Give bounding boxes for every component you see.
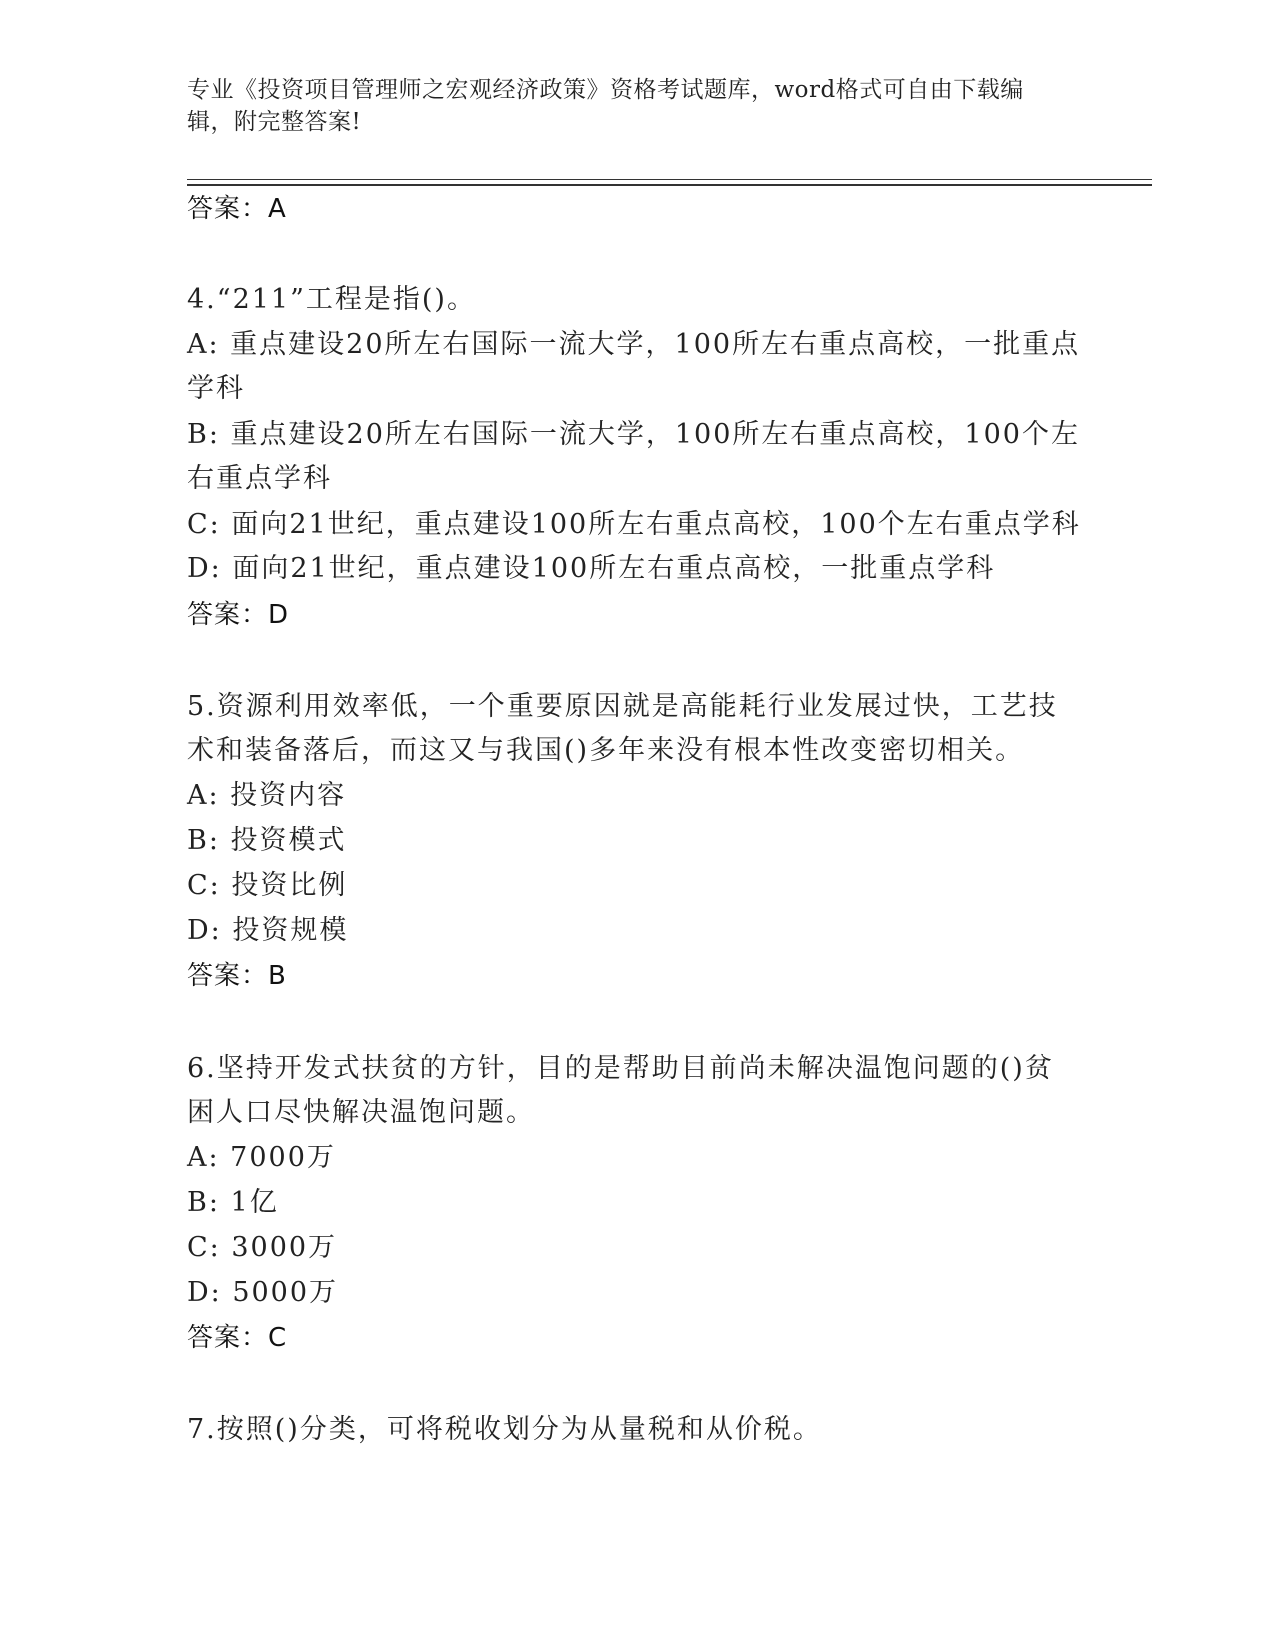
question-6-stem-line-2: 困人口尽快解决温饱问题。	[187, 1097, 535, 1128]
header-line-2: 辑，附完整答案!	[187, 109, 362, 135]
question-5-stem-line-1: 5.资源利用效率低，一个重要原因就是高能耗行业发展过快，工艺技	[187, 691, 1058, 722]
question-5-option-c: C: 投资比例	[187, 870, 348, 901]
question-4-option-c: C: 面向21世纪，重点建设100所左右重点高校，100个左右重点学科	[187, 509, 1081, 540]
question-4-option-a-line-2: 学科	[187, 373, 245, 404]
question-5-stem-line-2: 术和装备落后，而这又与我国()多年来没有根本性改变密切相关。	[187, 735, 1025, 766]
question-4-option-d: D: 面向21世纪，重点建设100所左右重点高校，一批重点学科	[187, 553, 996, 584]
question-4-option-b-line-2: 右重点学科	[187, 463, 332, 494]
question-6-option-b: B: 1亿	[187, 1187, 279, 1218]
question-4-option-a-line-1: A: 重点建设20所左右国际一流大学，100所左右重点高校，一批重点	[187, 329, 1081, 360]
header-rule-thin	[187, 179, 1152, 180]
question-5-option-b: B: 投资模式	[187, 825, 347, 856]
question-6-option-a: A: 7000万	[187, 1142, 336, 1173]
question-4-option-b-line-1: B: 重点建设20所左右国际一流大学，100所左右重点高校，100个左	[187, 419, 1080, 450]
question-5-option-d: D: 投资规模	[187, 915, 349, 946]
question-6-option-c: C: 3000万	[187, 1232, 338, 1263]
document-header	[187, 74, 1087, 138]
question-6-option-d: D: 5000万	[187, 1277, 339, 1308]
header-rule-thick	[187, 184, 1152, 186]
question-5-option-a: A: 投资内容	[187, 780, 347, 811]
question-5-answer: 答案：B	[187, 961, 287, 991]
question-7-stem: 7.按照()分类，可将税收划分为从量税和从价税。	[187, 1414, 822, 1445]
header-line-1: 专业《投资项目管理师之宏观经济政策》资格考试题库，word格式可自由下载编	[187, 77, 1024, 103]
question-4-stem: 4.“211”工程是指()。	[187, 284, 476, 315]
answer-previous: 答案：A	[187, 194, 287, 224]
question-6-stem-line-1: 6.坚持开发式扶贫的方针，目的是帮助目前尚未解决温饱问题的()贫	[187, 1053, 1054, 1084]
question-6-answer: 答案：C	[187, 1323, 288, 1353]
question-4-answer: 答案：D	[187, 600, 290, 630]
